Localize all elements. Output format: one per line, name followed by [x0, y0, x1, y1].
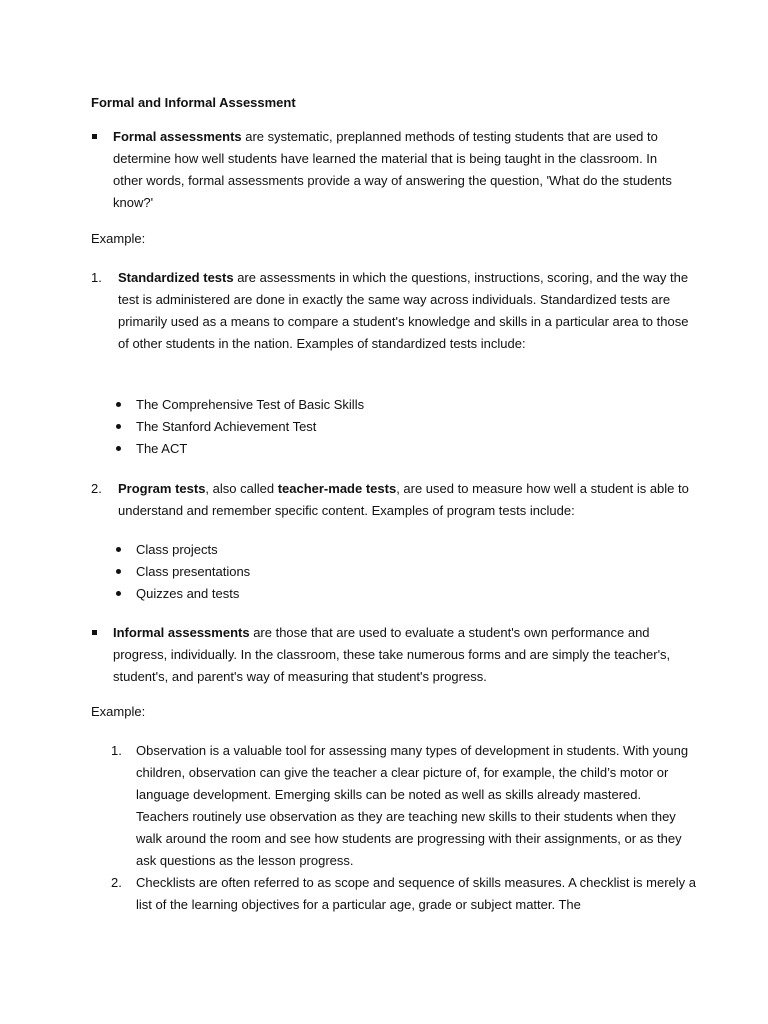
teacher-made-term: teacher-made tests — [277, 481, 397, 496]
list-item: Class presentations — [136, 564, 251, 579]
list-item: The Comprehensive Test of Basic Skills — [136, 397, 365, 412]
formal-term: Formal assessments — [113, 129, 242, 144]
list-item: The ACT — [136, 441, 188, 456]
example-label-1: Example: — [91, 231, 146, 246]
list-item: Quizzes and tests — [136, 586, 240, 601]
formal-assessments-paragraph — [113, 126, 683, 214]
list-item: Class projects — [136, 542, 218, 557]
program-text: , are used to measure how well a student is able to understand and remember specific content. Examples of program tests include: — [118, 481, 689, 518]
program-mid: , also called — [205, 481, 278, 496]
example-label-2: Example: — [91, 704, 146, 719]
bullet-icon — [116, 446, 121, 451]
standardized-term: Standardized tests — [118, 270, 234, 285]
bullet-icon — [116, 547, 121, 552]
item1-number: 1. — [91, 270, 102, 285]
square-bullet-icon — [92, 134, 97, 139]
bullet-icon — [116, 591, 121, 596]
standardized-tests-paragraph — [118, 267, 690, 355]
bullet-icon — [116, 402, 121, 407]
program-tests-paragraph — [118, 478, 690, 522]
square-bullet-icon — [92, 630, 97, 635]
formal-text: are systematic, preplanned methods of testing students that are used to determine how well students have learned the material that is being taught in the classroom. In other words, formal assessments provide a way of answering the question, 'What do the students know?' — [113, 129, 672, 210]
informal-assessments-paragraph — [113, 622, 683, 688]
checklists-paragraph: Checklists are often referred to as scope and sequence of skills measures. A checklist is merely a list of the learning objectives for a particular age, grade or subject matter. The — [136, 875, 696, 912]
informal-item1-number: 1. — [111, 743, 122, 758]
page-title: Formal and Informal Assessment — [91, 95, 296, 110]
standardized-text: are assessments in which the questions, instructions, scoring, and the way the test is administered are done in exactly the same way across individuals. Standardized tests are primarily used as a means to compare a student's knowledge and skills in a particular area to those of other students in the nation. Examples of standardized tests include: — [118, 270, 689, 351]
program-term: Program tests — [118, 481, 206, 496]
informal-text: are those that are used to evaluate a student's own performance and progress, individually. In the classroom, these take numerous forms and are simply the teacher's, student's, and parent's way of measuring that student's progress. — [113, 625, 671, 684]
item2-number: 2. — [91, 481, 102, 496]
observation-paragraph: Observation is a valuable tool for assessing many types of development in students. With young children, observation can give the teacher a clear picture of, for example, the child’s motor or language development. Emerging skills can be noted as well as skills already mastered. Teachers routinely use observation as they are teaching new skills to their students when they walk around the room and see how students are progressing with their assignments, or as they ask questions as the lesson progress. — [136, 743, 689, 868]
bullet-icon — [116, 569, 121, 574]
informal-term: Informal assessments — [113, 625, 250, 640]
informal-item2-number: 2. — [111, 875, 122, 890]
list-item: The Stanford Achievement Test — [136, 419, 317, 434]
bullet-icon — [116, 424, 121, 429]
